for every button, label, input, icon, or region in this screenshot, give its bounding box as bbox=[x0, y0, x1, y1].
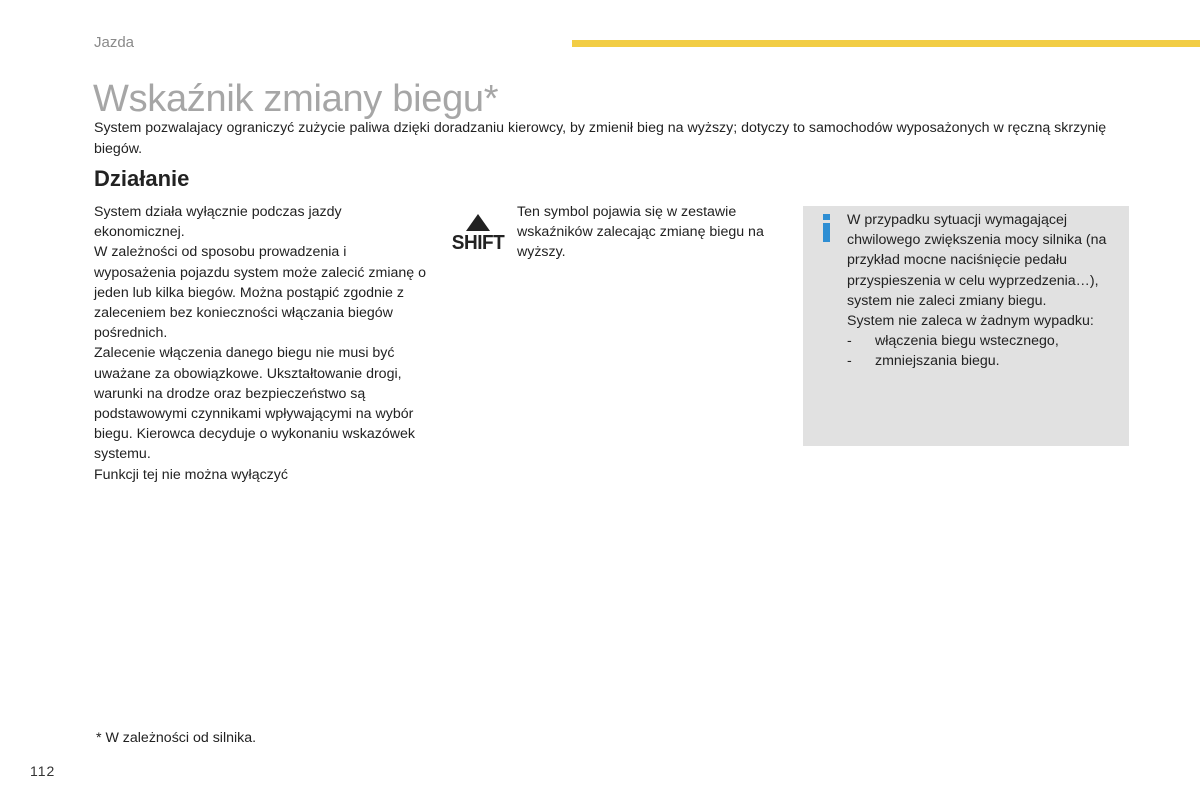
list-item bbox=[847, 351, 1125, 371]
shift-indicator-icon bbox=[451, 214, 505, 256]
list-item-text: włączenia biegu wstecznego, bbox=[875, 333, 1059, 350]
paragraph: W zależności od sposobu prowadzenia i wyposażenia pojazdu system może zalecić zmianę o jeden lub kilka biegów. Można postąpić zgodnie z zaleceniem bez konieczności włączania biegów pośrednich. bbox=[94, 244, 426, 342]
shift-label: SHIFT bbox=[451, 232, 505, 255]
paragraph: Zalecenie włączenia danego biegu nie musi być uważane za obowiązkowe. Ukształtowanie drogi, warunki na drodze oraz bezpieczeństwo są podstawowymi czynnikami wpływającymi na wybór biegu. Kierowca decyduje o wykonaniu wskazówek systemu. bbox=[94, 345, 415, 463]
info-box bbox=[803, 206, 1129, 446]
symbol-description: Ten symbol pojawia się w zestawie wskaźników zalecając zmianę biegu na wyższy. bbox=[517, 204, 764, 261]
list-dash: - bbox=[847, 353, 852, 370]
paragraph: System działa wyłącznie podczas jazdy ekonomicznej. bbox=[94, 204, 342, 241]
description-column bbox=[94, 202, 429, 485]
paragraph: Funkcji tej nie można wyłączyć bbox=[94, 466, 288, 483]
header-accent-bar bbox=[572, 40, 1200, 47]
list-item-text: zmniejszania biegu. bbox=[875, 353, 1000, 370]
info-icon bbox=[820, 214, 834, 242]
section-label: Jazda bbox=[94, 34, 135, 51]
list-item bbox=[847, 331, 1125, 351]
info-text bbox=[847, 210, 1125, 372]
info-paragraph: W przypadku sytuacji wymagającej chwilowego zwiększenia mocy silnika (na przykład mocne naciśnięcie pedału przyspieszenia w celu wyprzedzenia…), system nie zaleci zmiany biegu. bbox=[847, 212, 1107, 309]
section-heading: Działanie bbox=[94, 166, 190, 191]
page-number: 112 bbox=[30, 763, 56, 779]
page-title: Wskaźnik zmiany biegu* bbox=[93, 78, 499, 120]
info-paragraph: System nie zaleca w żadnym wypadku: bbox=[847, 313, 1094, 330]
shift-up-arrow-icon bbox=[466, 214, 490, 231]
intro-paragraph: System pozwalajacy ograniczyć zużycie paliwa dzięki doradzaniu kierowcy, by zmienił bieg na wyższy; dotyczy to samochodów wyposażonych w ręczną skrzynię biegów. bbox=[94, 120, 1107, 157]
list-dash: - bbox=[847, 333, 852, 350]
footnote: * W zależności od silnika. bbox=[96, 730, 257, 746]
info-list bbox=[847, 331, 1125, 371]
